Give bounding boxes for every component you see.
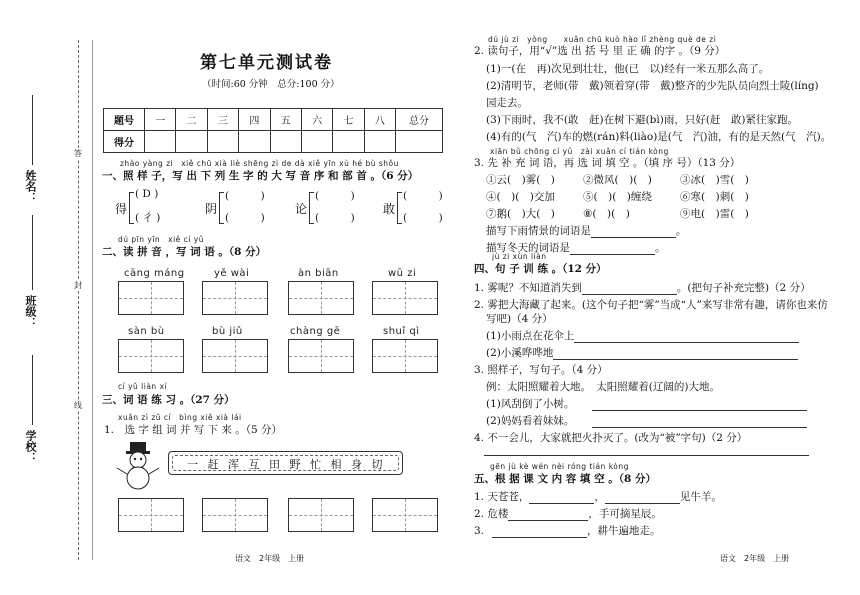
answer-blank[interactable] bbox=[591, 226, 676, 238]
q4-text: (2)妈妈看着妹妹。 bbox=[486, 415, 575, 427]
q4-text: 1. 雾呢？不知道消失到 bbox=[474, 282, 582, 294]
answer-blank[interactable] bbox=[592, 399, 807, 411]
writing-box[interactable] bbox=[288, 339, 354, 373]
word-bank bbox=[168, 451, 403, 475]
q1-char: 阴 bbox=[205, 202, 218, 216]
q2-pinyin: dú pīn yīn xiě cí yǔ bbox=[118, 235, 204, 244]
writing-box[interactable] bbox=[118, 281, 184, 315]
q1-char: 得 bbox=[115, 202, 128, 216]
score-label: 得分 bbox=[104, 131, 145, 153]
q4-line bbox=[486, 328, 799, 343]
writing-box[interactable] bbox=[202, 498, 268, 532]
q5-line bbox=[474, 523, 661, 538]
q3-3-item: ②微风( )( ) bbox=[583, 174, 652, 186]
q3-3-fill1: 描写下雨情景的词语是 。 bbox=[486, 225, 687, 237]
q3-2-line: (3)下雨时，我不(敢 赶)在树下避(bì)雨，只好(赶 敢)紧往家跑。 bbox=[486, 114, 799, 126]
footer-left: 语文 2年级 上册 bbox=[235, 554, 305, 563]
q3-2-line: (1)一(在 再)次见到壮壮，他(已 以)经有一米五那么高了。 bbox=[486, 63, 770, 75]
writing-box[interactable] bbox=[372, 281, 438, 315]
q3-3-item: ⑤( )( )缠绕 bbox=[583, 191, 652, 203]
q5-pinyin: gēn jù kè wén nèi róng tián kòng bbox=[490, 462, 629, 471]
q3-sub-pinyin: xuǎn zì zǔ cí bìng xiě xià lái bbox=[118, 413, 242, 422]
score-head: 一 bbox=[145, 109, 176, 131]
brace-icon bbox=[219, 192, 224, 224]
q5-text: 1. 天苍苍， bbox=[474, 491, 530, 503]
fill-label: 描写下雨情景的词语是 bbox=[486, 225, 591, 237]
score-cell[interactable] bbox=[333, 131, 364, 153]
q4-line bbox=[486, 413, 807, 428]
class-blank[interactable] bbox=[32, 215, 33, 290]
writing-box[interactable] bbox=[202, 281, 268, 315]
word-pinyin: yě wài bbox=[214, 268, 250, 279]
q4-text: 3. 照样子，写句子。（4 分） bbox=[474, 364, 608, 376]
q1-answer-top[interactable]: ( ) bbox=[403, 190, 443, 202]
writing-box[interactable] bbox=[372, 339, 438, 373]
brace-icon bbox=[397, 192, 402, 224]
footer-right: 语文 2年级 上册 bbox=[720, 554, 790, 563]
tag-line: 线 bbox=[74, 401, 82, 410]
word-pinyin: bù jiǔ bbox=[212, 326, 243, 337]
score-cell[interactable] bbox=[207, 131, 238, 153]
writing-box[interactable] bbox=[202, 339, 268, 373]
q5-line bbox=[474, 506, 662, 521]
q1-char: 敢 bbox=[383, 202, 396, 216]
answer-blank[interactable] bbox=[592, 416, 807, 428]
q3-3-item: ⑥寒( )刺( ) bbox=[680, 191, 749, 203]
school-label: 学校： bbox=[24, 430, 37, 463]
q1-answer-bottom[interactable]: ( ) bbox=[315, 212, 355, 224]
writing-box[interactable] bbox=[118, 339, 184, 373]
page-title: 第七单元测试卷 bbox=[200, 53, 333, 73]
score-cell[interactable] bbox=[176, 131, 207, 153]
q4-line bbox=[486, 345, 798, 360]
answer-blank[interactable] bbox=[553, 348, 798, 360]
q3-2-line: 园走去。 bbox=[486, 97, 528, 109]
q5-title: 五、根 据 课 文 内 容 填 空 。（8 分） bbox=[474, 473, 656, 485]
q3-3-fill2: 描写冬天的词语是 。 bbox=[486, 242, 666, 254]
score-head: 三 bbox=[207, 109, 238, 131]
q3-2-line: (2)清明节，老师(带 戴)领着穿(带 戴)整齐的少先队员向烈士陵(líng) bbox=[486, 80, 819, 92]
q3-3-title: 3. 先 补 充 词 语，再 选 词 填 空 。（填 序 号）（13 分） bbox=[474, 157, 741, 169]
score-head: 五 bbox=[270, 109, 301, 131]
q4-text: 写吧)（4 分） bbox=[486, 313, 553, 325]
q1-pinyin: zhào yàng zi xiě chū xià liè shēng zì de dà xiě yīn xù hé bù shǒu bbox=[120, 159, 399, 168]
q3-sub-title: 1. 选 字 组 词 并 写 下 来 。（5 分） bbox=[104, 424, 282, 436]
q4-text: 。(把句子补充完整)（2 分） bbox=[676, 282, 811, 294]
q3-3-item: ⑨电( )雷( ) bbox=[680, 208, 749, 220]
score-cell[interactable] bbox=[301, 131, 332, 153]
writing-box[interactable] bbox=[288, 281, 354, 315]
q3-3-item: ⑧( )( ) bbox=[583, 208, 630, 220]
score-head: 总分 bbox=[396, 109, 443, 131]
word-pinyin: chàng gē bbox=[290, 326, 341, 337]
q5-line bbox=[474, 489, 722, 504]
q1-char: 论 bbox=[295, 202, 308, 216]
brace-icon bbox=[309, 192, 314, 224]
q4-text: (1)小雨点在花伞上 bbox=[486, 330, 575, 342]
class-label: 班级： bbox=[24, 295, 37, 328]
q1-answer-bottom[interactable]: ( 彳 ) bbox=[135, 212, 161, 224]
answer-blank[interactable] bbox=[492, 526, 587, 538]
score-head: 二 bbox=[176, 109, 207, 131]
writing-box[interactable] bbox=[372, 498, 438, 532]
answer-line[interactable] bbox=[484, 455, 809, 456]
q3-3-item: ③冰( )雪( ) bbox=[680, 174, 749, 186]
answer-blank[interactable] bbox=[582, 283, 677, 295]
q3-3-item: ①云( )雾( ) bbox=[486, 174, 555, 186]
q5-text: 3. bbox=[474, 525, 485, 537]
tag-seal: 封 bbox=[74, 281, 82, 290]
q1-title: 一、照 样 子，写 出 下 列 生 字 的 大 写 音 序 和 部 首 。（6 分） bbox=[102, 170, 419, 182]
score-cell[interactable] bbox=[396, 131, 443, 153]
q3-3-pinyin: xiān bǔ chōng cí yǔ zài xuǎn cí tián kòng bbox=[490, 147, 669, 156]
score-header-row bbox=[104, 109, 443, 131]
q4-text: 2. 雾把大海藏了起来。(这个句子把“雾”当成“人”来写非常有趣，请你也来仿 bbox=[474, 299, 828, 311]
answer-blank[interactable] bbox=[529, 492, 594, 504]
q1-answer-top[interactable]: ( ) bbox=[225, 190, 265, 202]
word-pinyin: sàn bù bbox=[128, 326, 165, 337]
score-cell[interactable] bbox=[145, 131, 176, 153]
answer-blank[interactable] bbox=[574, 331, 799, 343]
word-pinyin: cāng máng bbox=[124, 268, 185, 279]
score-table bbox=[103, 108, 443, 153]
snowman-illustration bbox=[114, 440, 162, 490]
q1-answer-top[interactable]: ( D ) bbox=[135, 188, 159, 200]
score-head: 七 bbox=[333, 109, 364, 131]
q5-text: ， bbox=[594, 491, 605, 503]
score-head: 题号 bbox=[104, 109, 145, 131]
tag-answer: 答 bbox=[74, 149, 82, 158]
q1-answer-bottom[interactable]: ( ) bbox=[225, 212, 265, 224]
q3-2-pinyin: dú jù zi yòng xuǎn chū kuò hào lǐ zhèng què de zì bbox=[488, 35, 717, 44]
word-bank-chars: 一 赶 浑 互 田 野 忙 相 身 切 bbox=[187, 458, 386, 471]
q2-title: 二、读 拼 音 ，写 词 语 。（8 分） bbox=[102, 246, 267, 258]
q4-text: (1)风刮倒了小树。 bbox=[486, 398, 575, 410]
q4-title: 四、句 子 训 练 。（12 分） bbox=[474, 263, 607, 275]
q5-text: 2. 危楼 bbox=[474, 508, 509, 520]
score-value-row bbox=[104, 131, 443, 153]
score-cell[interactable] bbox=[270, 131, 301, 153]
answer-blank[interactable] bbox=[570, 243, 655, 255]
word-pinyin: shuǐ qì bbox=[383, 326, 420, 337]
name-label: 姓名： bbox=[24, 170, 37, 203]
brace-icon bbox=[129, 192, 134, 224]
word-pinyin: àn biān bbox=[298, 268, 339, 279]
q4-line bbox=[474, 280, 811, 295]
q5-text: 见牛羊。 bbox=[679, 491, 722, 503]
q4-text: (2)小溪哗哗地 bbox=[486, 347, 554, 359]
score-cell[interactable] bbox=[239, 131, 270, 153]
q3-pinyin: cí yǔ liàn xí bbox=[118, 382, 168, 391]
exam-subtitle: （时间:60 分钟 总分:100 分） bbox=[202, 79, 340, 90]
binding-line bbox=[78, 40, 79, 560]
q1-answer-top[interactable]: ( ) bbox=[315, 190, 355, 202]
q4-text: 4. 不一会儿，大家就把火扑灭了。(改为“被”字句)（2 分） bbox=[474, 432, 748, 444]
fill-label: 描写冬天的词语是 bbox=[486, 242, 570, 254]
q3-3-item: ④( )( )交加 bbox=[486, 191, 555, 203]
score-head: 八 bbox=[364, 109, 395, 131]
q1-answer-bottom[interactable]: ( ) bbox=[403, 212, 443, 224]
q3-2-title: 2. 读句子，用“√”选 出 括 号 里 正 确 的字 。（9 分） bbox=[474, 45, 726, 57]
q3-3-item: ⑦鹅( )大( ) bbox=[486, 208, 555, 220]
q5-text: ，手可摘星辰。 bbox=[588, 508, 662, 520]
q3-title: 三、词 语 练 习 。（27 分） bbox=[102, 394, 235, 406]
q5-text: ，耕牛遍地走。 bbox=[587, 525, 661, 537]
answer-blank[interactable] bbox=[508, 509, 588, 521]
score-head: 四 bbox=[239, 109, 270, 131]
q4-text: 例：太阳照耀着大地。 太阳照耀着(辽阔的)大地。 bbox=[486, 381, 720, 393]
q4-line bbox=[486, 396, 807, 411]
q4-pinyin: jù zi xùn liàn bbox=[492, 252, 547, 261]
school-blank[interactable] bbox=[32, 355, 33, 425]
answer-blank[interactable] bbox=[605, 492, 680, 504]
binding-line-outer bbox=[92, 40, 93, 560]
writing-box[interactable] bbox=[118, 498, 184, 532]
score-head: 六 bbox=[301, 109, 332, 131]
writing-box[interactable] bbox=[288, 498, 354, 532]
name-blank[interactable] bbox=[32, 95, 33, 165]
score-cell[interactable] bbox=[364, 131, 395, 153]
q3-2-line: (4)有的(气 汽)车的燃(rán)料(liào)是(气 汽)油，有的是天然(气 汽)。 bbox=[486, 131, 832, 143]
word-pinyin: wū zi bbox=[388, 268, 417, 279]
